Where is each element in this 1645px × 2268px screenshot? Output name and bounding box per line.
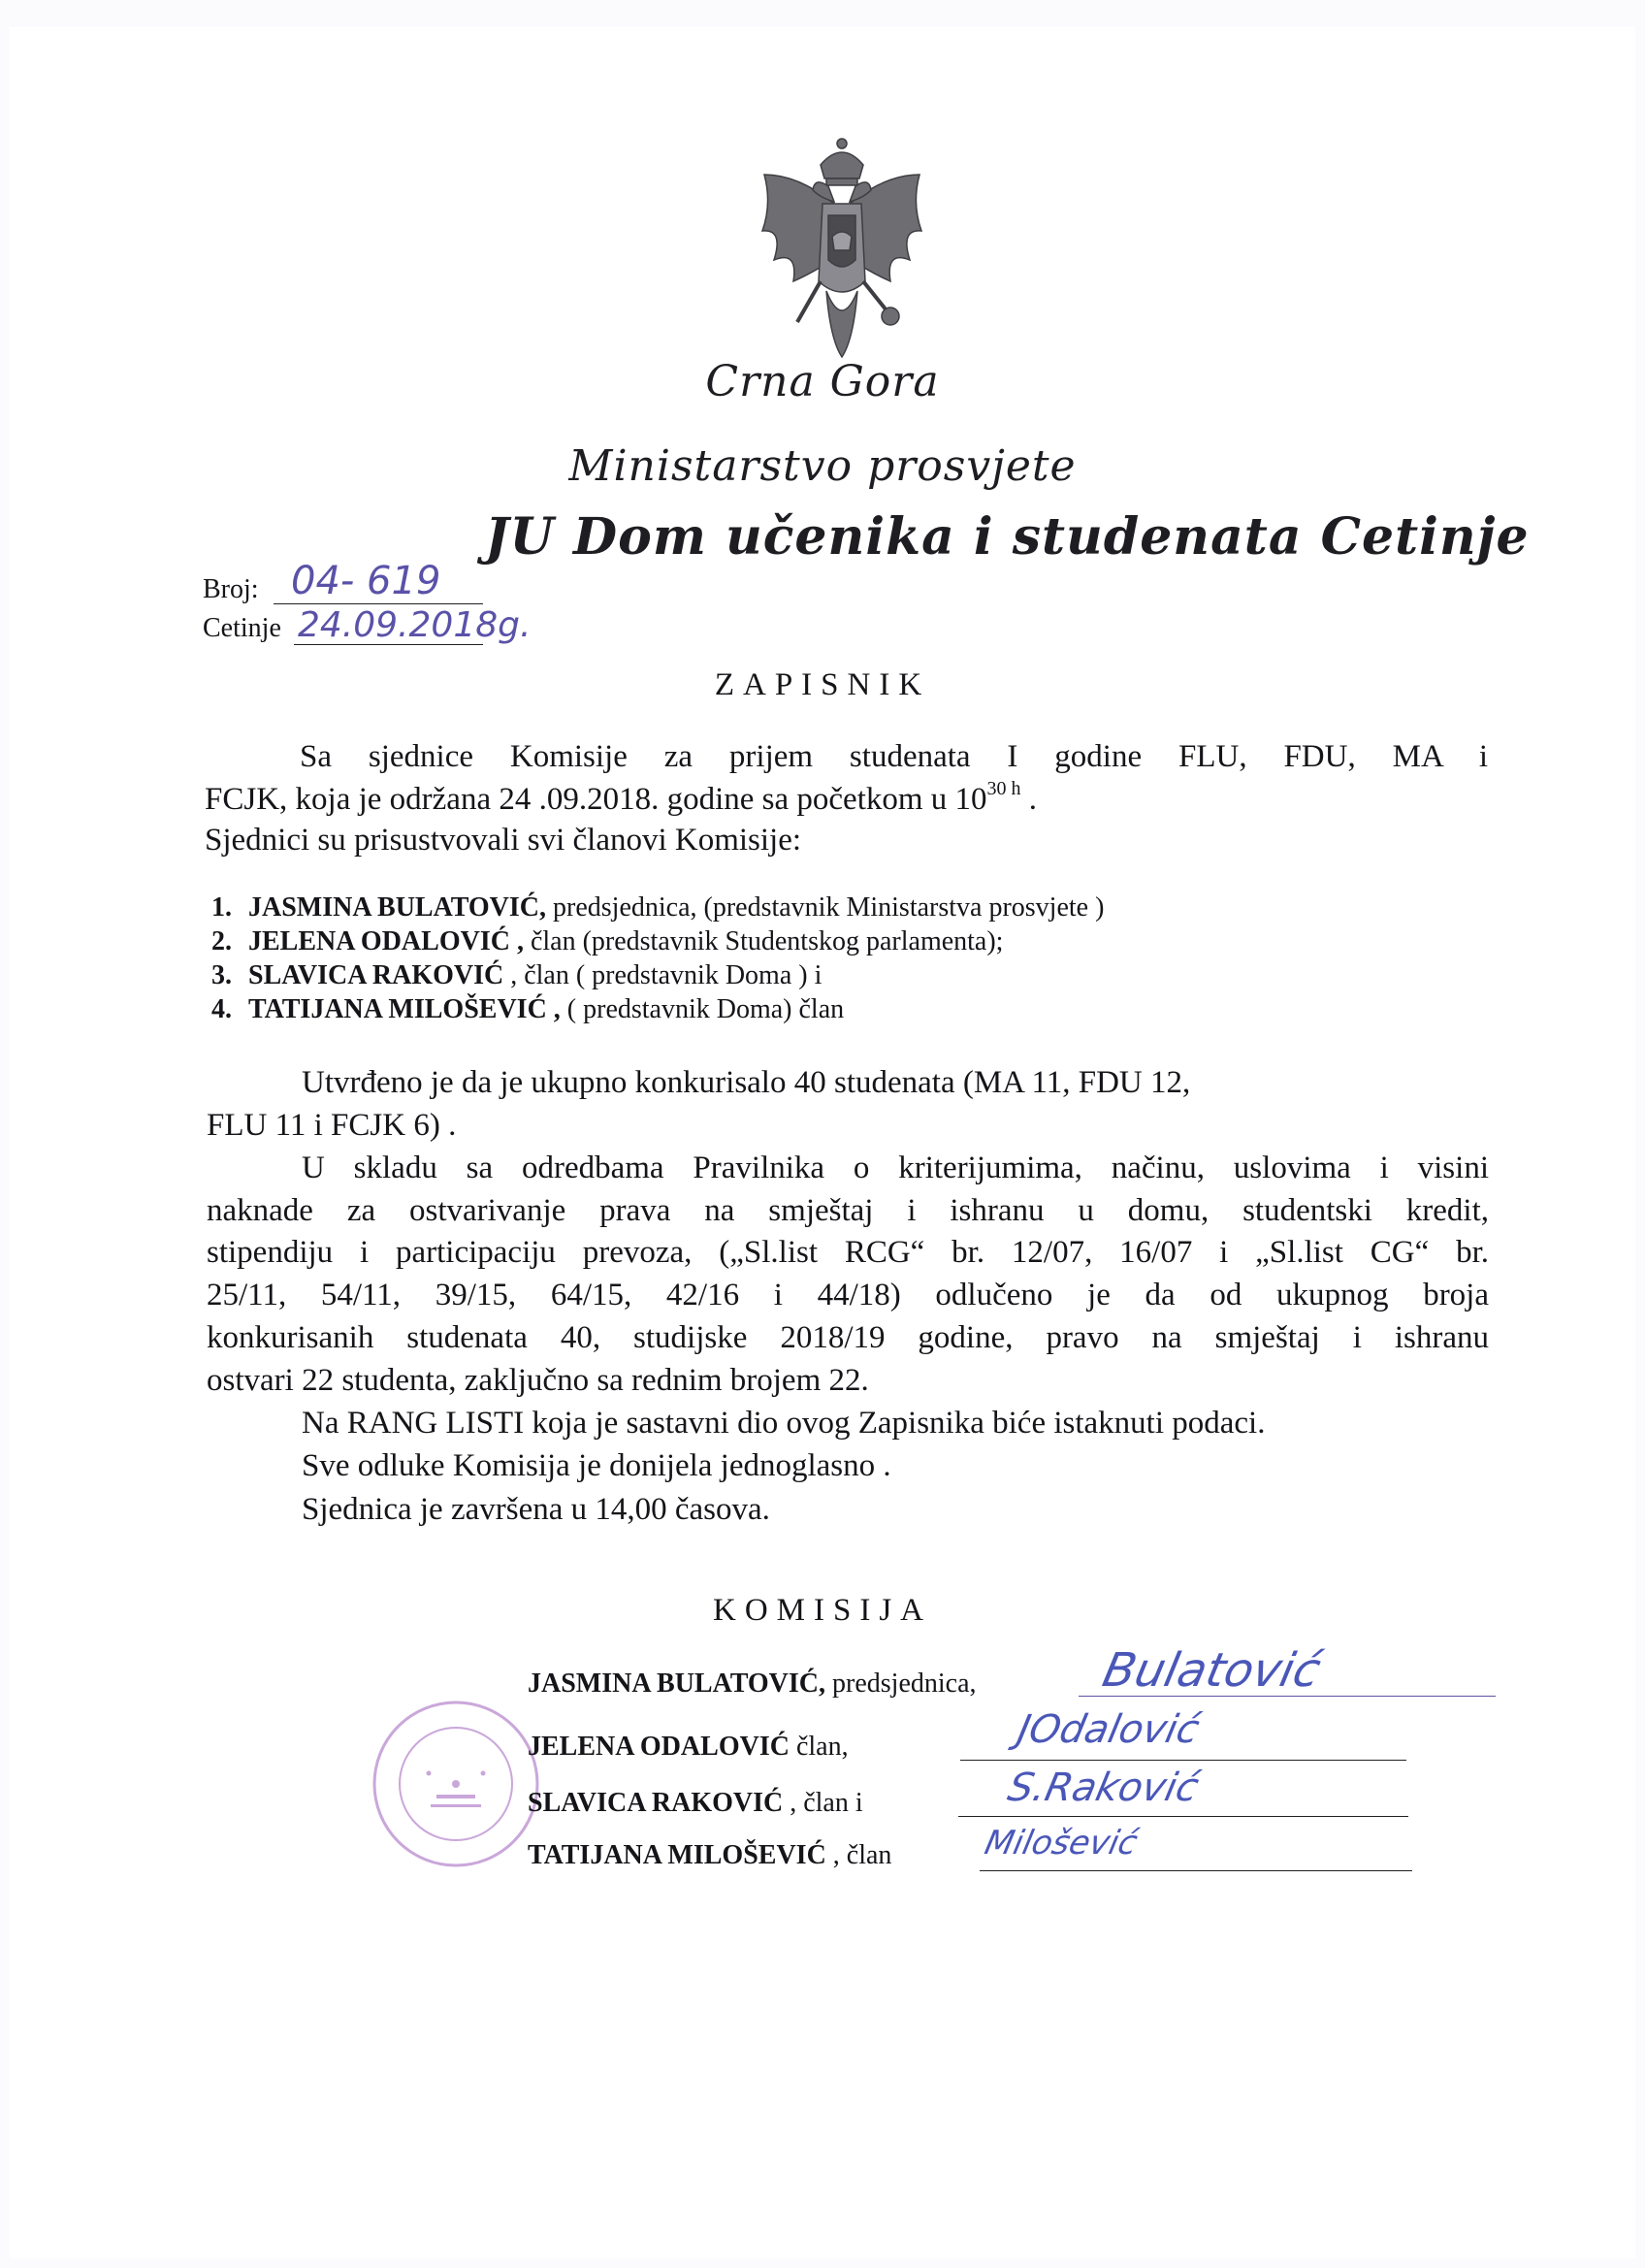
member-name: SLAVICA RAKOVIĆ	[248, 960, 504, 990]
signature-line	[960, 1760, 1406, 1761]
document-title: ZAPISNIK	[714, 667, 931, 702]
member-item	[211, 994, 844, 1025]
body-p3: Na RANG LISTI koja je sastavni dio ovog Zapisnika biće istaknuti podaci.	[302, 1406, 1266, 1441]
member-number: 2.	[211, 926, 232, 956]
signature-member-role: , član	[825, 1840, 892, 1870]
body-p1-line-2: FLU 11 i FCJK 6) .	[207, 1108, 457, 1143]
reference-number-line	[274, 603, 483, 604]
member-role: član (predstavnik Studentskog parlamenta);	[523, 926, 1004, 956]
signature-line	[958, 1816, 1408, 1817]
member-item	[211, 926, 1003, 957]
member-role: ( predstavnik Doma) član	[560, 994, 845, 1024]
intro-line-2-text: FCJK, koja je održana 24 .09.2018. godine sa početkom u 10	[205, 782, 987, 817]
reference-number-value: 04- 619	[291, 559, 441, 603]
intro-line-3: Sjednici su prisustvovali svi članovi Komisije:	[205, 823, 802, 858]
member-number: 4.	[211, 994, 232, 1024]
komisija-title: KOMISIJA	[712, 1593, 932, 1628]
signature-row	[528, 1669, 977, 1700]
member-item	[211, 892, 1104, 923]
coat-of-arms-icon	[745, 136, 939, 364]
signature-handwriting: S.Raković	[1004, 1766, 1203, 1810]
intro-line-2-end: .	[1020, 782, 1038, 817]
signature-member-role: predsjednica,	[825, 1669, 977, 1699]
member-name: TATIJANA MILOŠEVIĆ ,	[248, 994, 561, 1024]
signature-row	[528, 1840, 891, 1871]
member-role: , član ( predstavnik Doma ) i	[503, 960, 822, 990]
reference-place-label: Cetinje	[203, 613, 281, 643]
signature-line	[980, 1870, 1412, 1871]
reference-number-label: Broj:	[203, 574, 259, 604]
member-role: predsjednica, (predstavnik Ministarstva prosvjete )	[546, 892, 1105, 923]
body-p1-line-1: Utvrđeno je da je ukupno konkurisalo 40 studenata (MA 11, FDU 12,	[302, 1065, 1191, 1100]
member-number: 3.	[211, 960, 232, 990]
signature-member-name: JASMINA BULATOVIĆ,	[528, 1669, 826, 1699]
signature-member-name: SLAVICA RAKOVIĆ	[528, 1788, 784, 1818]
institution-stamp-icon	[369, 1696, 543, 1872]
member-item	[211, 960, 822, 991]
signature-row	[528, 1732, 849, 1763]
header-country: Crna Gora	[705, 357, 940, 406]
body-p2-line-2: naknade za ostvarivanje prava na smještaj i ishranu u domu, studentski kredit,	[207, 1193, 1489, 1228]
signature-handwriting: Bulatović	[1098, 1643, 1326, 1698]
reference-date-value: 24.09.2018g.	[298, 605, 532, 645]
intro-line-2	[205, 780, 1037, 819]
body-p2-line-1: U skladu sa odredbama Pravilnika o kriterijumima, načinu, uslovima i visini	[302, 1150, 1489, 1185]
body-p2-line-3: stipendiju i participaciju prevoza, („Sl.list RCG“ br. 12/07, 16/07 i „Sl.list CG“ br.	[207, 1235, 1489, 1270]
member-name: JASMINA BULATOVIĆ,	[248, 892, 547, 923]
body-p2-line-4: 25/11, 54/11, 39/15, 64/15, 42/16 i 44/18) odlučeno je da od ukupnog broja	[207, 1278, 1489, 1312]
signature-member-name: JELENA ODALOVIĆ	[528, 1732, 790, 1762]
signature-member-role: član,	[789, 1732, 849, 1762]
signature-member-name: TATIJANA MILOŠEVIĆ	[528, 1840, 826, 1870]
body-p2-line-6: ostvari 22 studenta, zaključno sa rednim brojem 22.	[207, 1363, 869, 1398]
intro-line-1: Sa sjednice Komisije za prijem studenata I godine FLU, FDU, MA i	[300, 739, 1488, 774]
body-p5: Sjednica je završena u 14,00 časova.	[302, 1492, 770, 1527]
header-ministry: Ministarstvo prosvjete	[568, 441, 1077, 491]
body-p4: Sve odluke Komisija je donijela jednoglasno .	[302, 1448, 891, 1483]
signature-handwriting: Milošević	[981, 1824, 1142, 1863]
member-name: JELENA ODALOVIĆ ,	[248, 926, 524, 956]
header-institution: JU Dom učenika i studenata Cetinje	[485, 507, 1530, 567]
signature-row	[528, 1788, 863, 1819]
intro-time-superscript: 30 h	[986, 778, 1021, 799]
signature-handwriting: JOdalović	[1014, 1707, 1204, 1752]
body-p2-line-5: konkurisanih studenata 40, studijske 2018/19 godine, pravo na smještaj i ishranu	[207, 1320, 1489, 1355]
member-number: 1.	[211, 892, 232, 923]
signature-member-role: , član i	[783, 1788, 863, 1818]
